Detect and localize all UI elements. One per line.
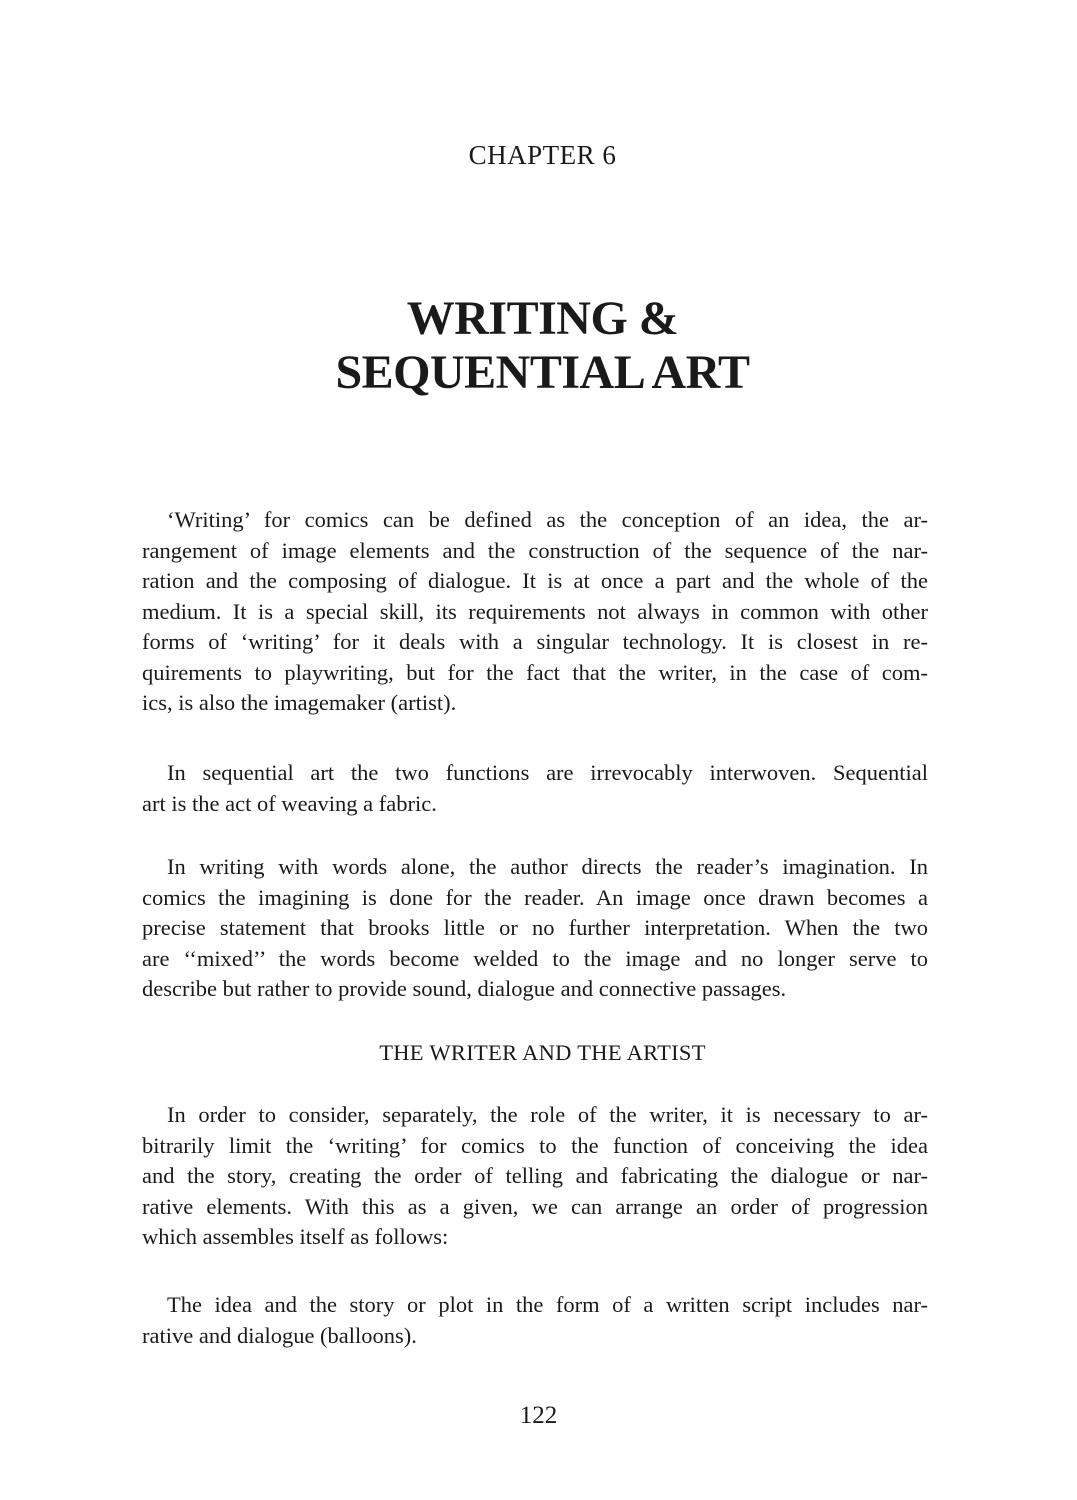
text-line: ics, is also the imagemaker (artist). <box>142 690 457 715</box>
text-line: forms of ‘writing’ for it deals with a singular technology. It is closest in re- <box>142 629 928 654</box>
paragraph-words-alone <box>142 852 928 1005</box>
text-line: In sequential art the two functions are irrevocably interwoven. Sequential <box>167 760 928 785</box>
text-line: and the story, creating the order of telling and fabricating the dialogue or nar- <box>142 1163 928 1188</box>
chapter-title-line: WRITING & <box>406 292 679 345</box>
text-line: rative and dialogue (balloons). <box>142 1322 417 1348</box>
section-heading: THE WRITER AND THE ARTIST <box>379 1040 706 1065</box>
text-line: comics the imagining is done for the reader. An image once drawn becomes a <box>142 884 928 910</box>
text-line: describe but rather to provide sound, dialogue and connective passages. <box>142 976 787 1001</box>
text-line: which assembles itself as follows: <box>142 1224 449 1249</box>
text-line: ‘Writing’ for comics can be defined as the conception of an idea, the ar- <box>167 507 928 532</box>
text-line: rangement of image elements and the construction of the sequence of the nar- <box>142 537 928 563</box>
text-line: ration and the composing of dialogue. It is at once a part and the whole of the <box>142 568 928 593</box>
chapter-title-line: SEQUENTIAL ART <box>335 346 750 399</box>
text-line: rative elements. With this as a given, we can arrange an order of progression <box>142 1193 928 1219</box>
text-line: In writing with words alone, the author directs the reader’s imagination. In <box>167 854 928 879</box>
paragraph-functions <box>142 758 928 819</box>
text-line: medium. It is a special skill, its requirements not always in common with other <box>142 598 928 624</box>
chapter-title <box>4 292 1077 400</box>
text-line: In order to consider, separately, the role of the writer, it is necessary to ar- <box>167 1102 928 1127</box>
text-line: bitrarily limit the ‘writing’ for comics to the function of conceiving the idea <box>142 1132 928 1158</box>
text-line: quirements to playwriting, but for the fact that the writer, in the case of com- <box>142 659 928 685</box>
text-line: are ‘‘mixed’’ the words become welded to the image and no longer serve to <box>142 945 928 971</box>
text-line: art is the act of weaving a fabric. <box>142 790 437 816</box>
paragraph-intro <box>142 505 928 719</box>
page-number: 122 <box>519 1402 558 1429</box>
chapter-label: CHAPTER 6 <box>468 140 617 170</box>
paragraph-role-of-writer <box>142 1100 928 1253</box>
text-line: precise statement that brooks little or no further interpretation. When the two <box>142 915 928 940</box>
paragraph-idea-and-story <box>142 1290 928 1351</box>
text-line: The idea and the story or plot in the form of a written script includes nar- <box>167 1292 928 1317</box>
